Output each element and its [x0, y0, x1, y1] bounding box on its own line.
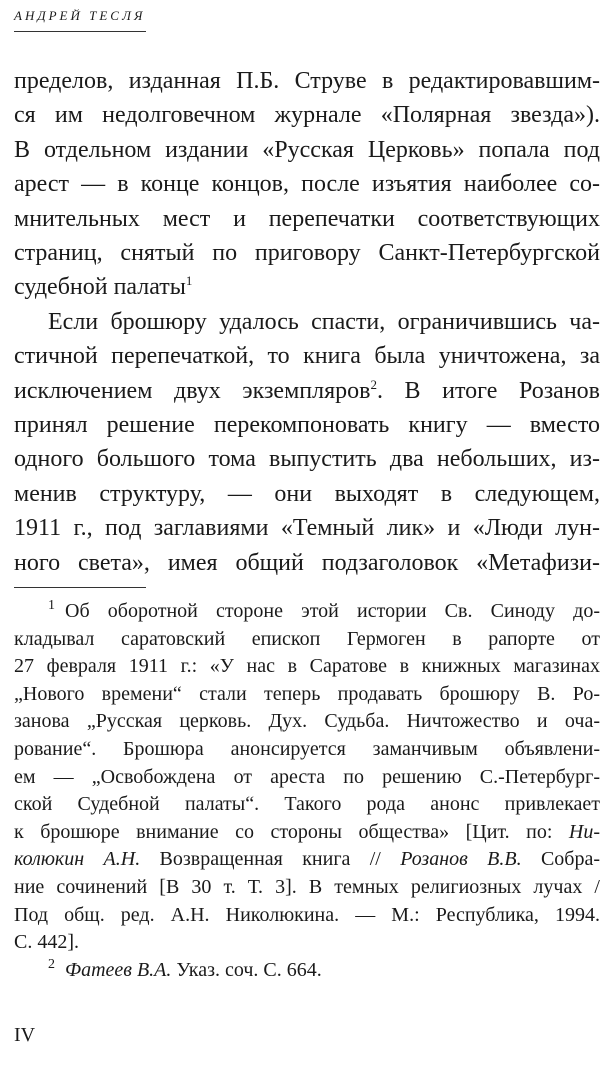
footnote-1-line: 27 февраля 1911 г.: «У нас в Саратове в книжных магазинах	[14, 655, 600, 678]
footnote-1-line: кладывал саратовский епископ Гермоген в рапорте от	[14, 627, 600, 650]
text-line: Если брошюру удалось спасти, ограничившись ча-	[48, 308, 600, 335]
author-name: Фатеев В.А.	[65, 958, 172, 981]
footnote-1-line: ской Судебной палаты“. Такого рода анонс привлекает	[14, 793, 600, 816]
text-fragment: Собра-	[521, 848, 601, 871]
text-line: арест — в конце концов, после изъятия наиболее со-	[14, 171, 600, 198]
text-line: стичной перепечаткой, то книга была уничтожена, за	[14, 343, 600, 370]
footnote-1-line: рование“. Брошюра анонсируется заманчивым объявлени-	[14, 737, 600, 760]
footnote-1-line: ние сочинений [В 30 т. Т. 3]. В темных религиозных лучах /	[14, 875, 600, 898]
footnote-1-line	[14, 819, 600, 847]
footnotes	[14, 598, 600, 984]
footnote-1-line: „Нового времени“ стали теперь продавать брошюру В. Ро-	[14, 682, 600, 705]
footnote-ref-1[interactable]: 1	[185, 273, 193, 289]
text-line: ного света», имея общий подзаголовок «Метафизи-	[14, 549, 600, 576]
text-fragment: исключением двух экземпляров	[14, 377, 371, 404]
text-fragment: к брошюре внимание со стороны общества» [Цит. по:	[14, 820, 569, 843]
text-line: менив структуру, — они выходят в следующем,	[14, 480, 600, 507]
footnote-1-line: С. 442].	[14, 931, 79, 954]
text-fragment: Указ. соч. С. 664.	[171, 958, 322, 981]
author-name: Ни-	[568, 820, 600, 843]
footnote-1-line: занова „Русская церковь. Дух. Судьба. Ничтожество и оча-	[14, 710, 600, 733]
text-line: пределов, изданная П.Б. Струве в редактировавшим-	[14, 68, 600, 94]
footnote-number: 2	[48, 957, 55, 973]
footnote-2-line	[14, 957, 600, 985]
text-line: 1911 г., под заглавиями «Темный лик» и «Люди лун-	[14, 515, 600, 542]
footnote-1-line	[14, 846, 600, 874]
footnote-number: 1	[48, 598, 55, 614]
author-name: Розанов В.В.	[400, 848, 522, 871]
text-fragment: Об оборотной стороне этой истории Св. Синоду до-	[65, 600, 600, 622]
main-text	[14, 64, 600, 580]
text-line: ся им недолговечном журнале «Полярная звезда»).	[14, 102, 600, 129]
text-line: одного большого тома выпустить два небольших, из-	[14, 446, 600, 473]
text-line	[14, 374, 600, 408]
page-number: IV	[14, 1024, 36, 1046]
text-fragment: . В итоге Розанов	[376, 377, 601, 404]
text-fragment: судебной палаты	[14, 274, 186, 301]
text-fragment: Возвращенная книга //	[140, 848, 401, 871]
footnote-1-line: Под общ. ред. А.Н. Николюкина. — М.: Республика, 1994.	[14, 903, 600, 926]
text-line: страниц, снятый по приговору Санкт-Петербургской	[14, 240, 600, 267]
footnote-1-line: ем — „Освобождена от ареста по решению С.-Петербург-	[14, 765, 600, 788]
text-line	[14, 270, 600, 304]
running-head-rule	[14, 31, 146, 32]
running-head: АНДРЕЙ ТЕСЛЯ	[14, 8, 146, 23]
author-name: колюкин А.Н.	[14, 848, 141, 871]
text-line: В отдельном издании «Русская Церковь» попала под	[14, 136, 600, 163]
text-line: принял решение перекомпоновать книгу — вместо	[14, 412, 600, 439]
text-line: мнительных мест и перепечатки соответствующих	[14, 205, 600, 232]
footnote-ref-2[interactable]: 2	[370, 376, 377, 392]
footnote-1-line	[14, 598, 600, 626]
footnote-rule	[14, 587, 146, 588]
